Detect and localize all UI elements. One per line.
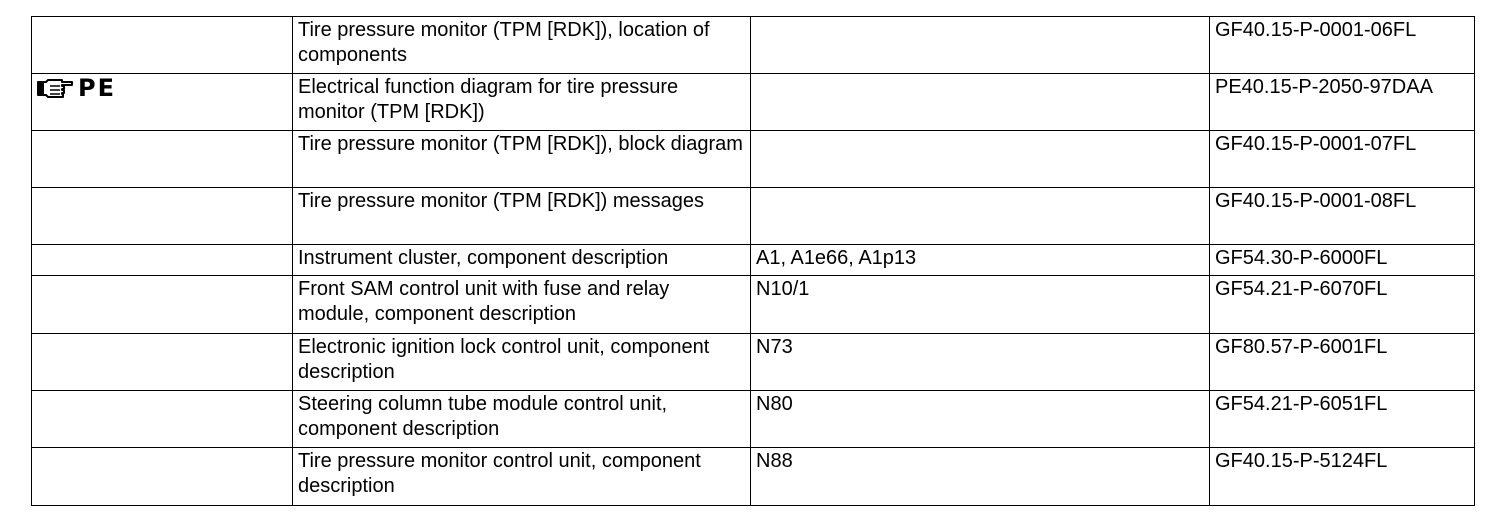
pe-label: PE <box>78 74 116 102</box>
description-cell: Electrical function diagram for tire pressure monitor (TPM [RDK]) <box>293 74 751 131</box>
table-row <box>32 391 1475 448</box>
components-cell <box>751 131 1210 188</box>
icon-cell <box>32 245 293 276</box>
description-cell: Tire pressure monitor (TPM [RDK]), block diagram <box>293 131 751 188</box>
table-row <box>32 448 1475 506</box>
document-link[interactable]: GF54.30-P-6000FL <box>1210 245 1475 276</box>
description-cell: Tire pressure monitor control unit, component description <box>293 448 751 506</box>
components-cell: N80 <box>751 391 1210 448</box>
icon-cell <box>32 131 293 188</box>
description-cell: Tire pressure monitor (TPM [RDK]), location of components <box>293 17 751 74</box>
document-link[interactable]: GF40.15-P-0001-06FL <box>1210 17 1475 74</box>
table-row <box>32 276 1475 334</box>
table-row <box>32 245 1475 276</box>
table-row <box>32 188 1475 245</box>
document-link[interactable]: PE40.15-P-2050-97DAA <box>1210 74 1475 131</box>
table-row <box>32 131 1475 188</box>
icon-cell <box>32 17 293 74</box>
table-row <box>32 74 1475 131</box>
icon-cell[interactable] <box>32 74 293 131</box>
components-cell: N88 <box>751 448 1210 506</box>
components-cell <box>751 17 1210 74</box>
document-link[interactable]: GF40.15-P-0001-08FL <box>1210 188 1475 245</box>
components-cell: A1, A1e66, A1p13 <box>751 245 1210 276</box>
icon-cell <box>32 276 293 334</box>
description-cell: Instrument cluster, component description <box>293 245 751 276</box>
icon-cell <box>32 188 293 245</box>
document-link[interactable]: GF40.15-P-0001-07FL <box>1210 131 1475 188</box>
components-cell: N10/1 <box>751 276 1210 334</box>
pointing-hand-icon <box>36 78 74 100</box>
pe-reference-link[interactable] <box>36 76 116 101</box>
document-link[interactable]: GF54.21-P-6051FL <box>1210 391 1475 448</box>
components-cell: N73 <box>751 334 1210 391</box>
icon-cell <box>32 448 293 506</box>
reference-table <box>31 16 1475 506</box>
document-link[interactable]: GF54.21-P-6070FL <box>1210 276 1475 334</box>
description-cell: Tire pressure monitor (TPM [RDK]) messages <box>293 188 751 245</box>
components-cell <box>751 188 1210 245</box>
table-row <box>32 334 1475 391</box>
document-link[interactable]: GF40.15-P-5124FL <box>1210 448 1475 506</box>
description-cell: Electronic ignition lock control unit, component description <box>293 334 751 391</box>
icon-cell <box>32 334 293 391</box>
icon-cell <box>32 391 293 448</box>
table-row <box>32 17 1475 74</box>
description-cell: Front SAM control unit with fuse and relay module, component description <box>293 276 751 334</box>
description-cell: Steering column tube module control unit, component description <box>293 391 751 448</box>
components-cell <box>751 74 1210 131</box>
document-link[interactable]: GF80.57-P-6001FL <box>1210 334 1475 391</box>
